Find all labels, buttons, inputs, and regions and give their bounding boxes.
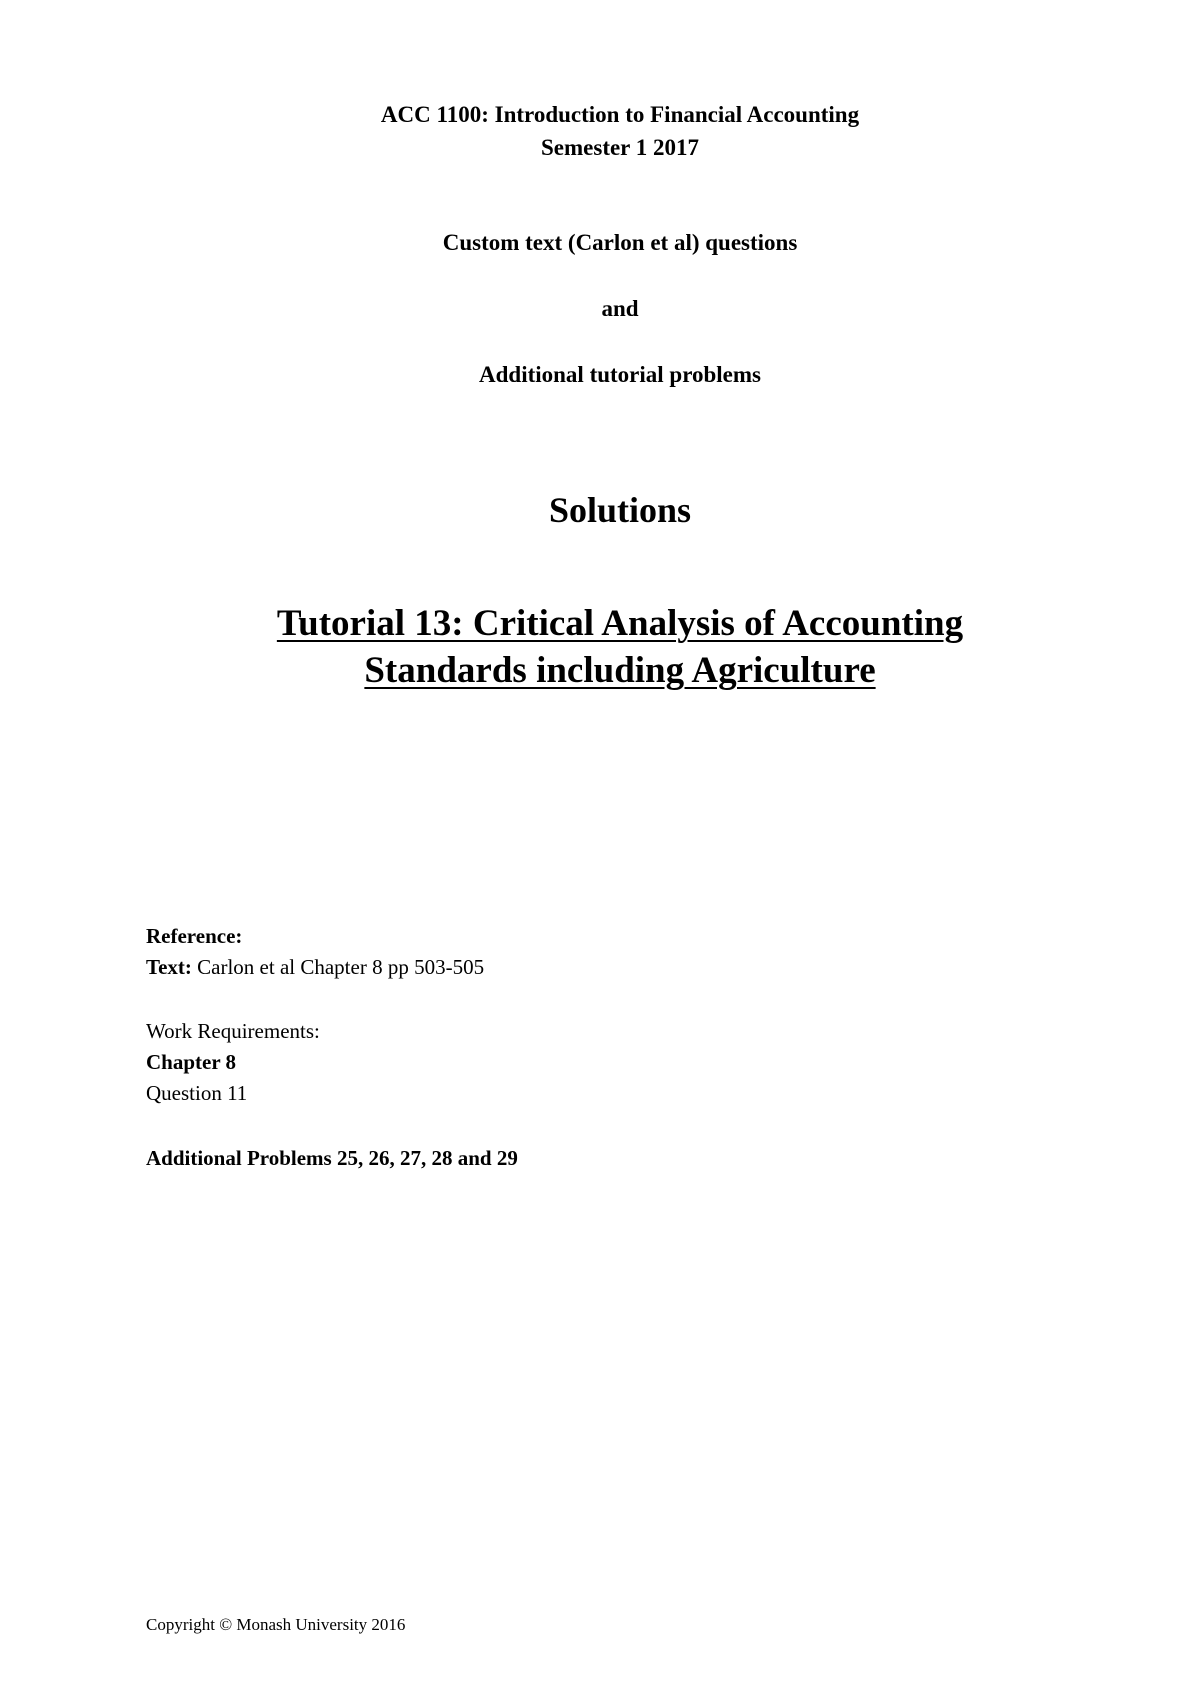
subtitle-line-3: Additional tutorial problems xyxy=(479,362,761,387)
additional-problems: Additional Problems 25, 26, 27, 28 and 29 xyxy=(146,1146,518,1170)
question-label: Question 11 xyxy=(146,1081,248,1105)
reference-heading: Reference: xyxy=(146,924,243,948)
reference-text-line xyxy=(146,952,484,983)
reference-text-value: Carlon et al Chapter 8 pp 503-505 xyxy=(191,955,485,979)
subtitle-line-2: and xyxy=(601,296,639,321)
reference-section xyxy=(146,921,484,983)
semester-label: Semester 1 2017 xyxy=(541,135,699,160)
subtitle-line-1: Custom text (Carlon et al) questions xyxy=(442,230,798,255)
work-requirements-heading: Work Requirements: xyxy=(146,1019,320,1043)
solutions-heading: Solutions xyxy=(548,490,692,530)
chapter-label: Chapter 8 xyxy=(146,1050,237,1074)
work-requirements-section xyxy=(146,1016,320,1109)
tutorial-title-line-1: Tutorial 13: Critical Analysis of Accounting xyxy=(276,603,964,644)
tutorial-title-line-2: Standards including Agriculture xyxy=(364,650,876,691)
copyright-footer: Copyright © Monash University 2016 xyxy=(146,1615,406,1634)
tutorial-title xyxy=(0,600,1200,694)
reference-text-label: Text: xyxy=(146,955,192,979)
course-header xyxy=(0,98,1200,164)
course-title: ACC 1100: Introduction to Financial Accounting xyxy=(380,102,860,127)
